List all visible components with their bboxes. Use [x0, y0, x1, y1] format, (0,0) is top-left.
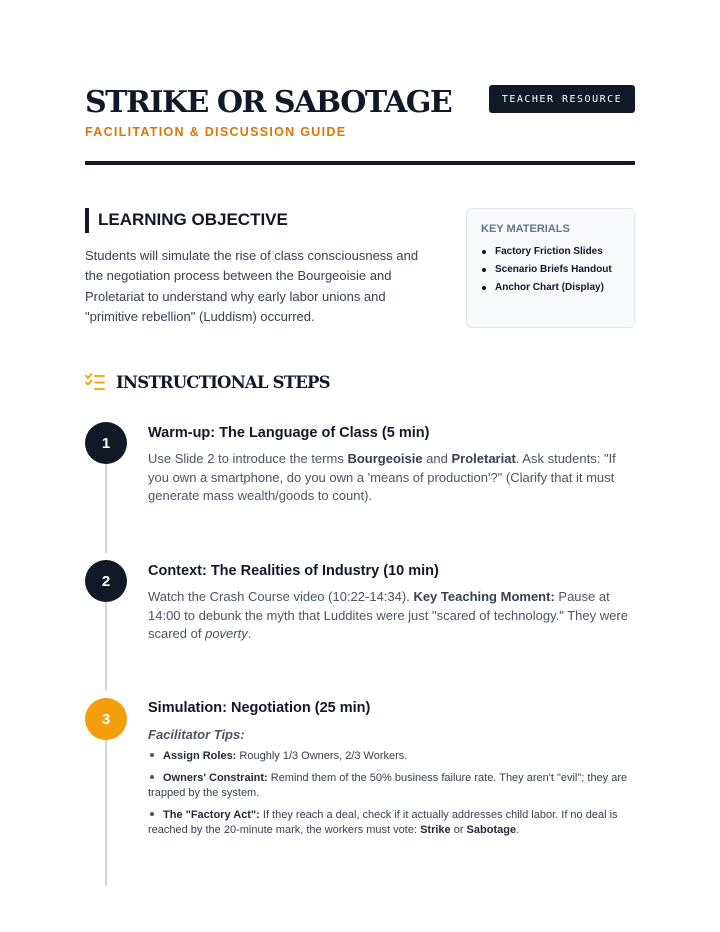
step-title: Warm-up: The Language of Class (5 min)	[148, 425, 430, 441]
materials-item: Scenario Briefs Handout	[481, 261, 620, 279]
teacher-resource-badge: TEACHER RESOURCE	[489, 85, 635, 113]
materials-list	[481, 243, 620, 297]
tip-item: The "Factory Act": If they reach a deal, check if it actually addresses child labor. If no deal is reached by the 20-minute mark, the workers must vote: Strike or Sabotage.	[148, 809, 618, 836]
materials-item: Anchor Chart (Display)	[481, 279, 620, 297]
tip-item: Owners' Constraint: Remind them of the 50% business failure rate. They aren't "evil"; they are trapped by the system.	[148, 772, 628, 799]
objective-text: Students will simulate the rise of class consciousness and the negotiation process between the Bourgeoisie and Proletariat to understand why early labor unions and "primitive rebellion" (Luddism) occurred.	[85, 248, 419, 324]
materials-heading: KEY MATERIALS	[481, 223, 570, 235]
objective-heading: LEARNING OBJECTIVE	[98, 210, 288, 229]
materials-item: Factory Friction Slides	[481, 243, 620, 261]
facilitator-tips-list	[148, 749, 635, 845]
tip-item: Assign Roles: Roughly 1/3 Owners, 2/3 Workers.	[148, 749, 635, 764]
objective-accent-bar	[85, 208, 89, 233]
step-title: Simulation: Negotiation (25 min)	[148, 700, 371, 716]
facilitator-tips-label: Facilitator Tips:	[148, 727, 245, 742]
step-description: Use Slide 2 to introduce the terms Bourgeoisie and Proletariat. Ask students: "If you own a smartphone, do you own a 'means of production'?" (Clarify that it must generate mass wealth/goods to count).	[148, 451, 616, 503]
step-title: Context: The Realities of Industry (10 min)	[148, 563, 439, 579]
step-number-badge: 1	[85, 422, 127, 464]
key-materials-box	[466, 208, 635, 328]
page-subtitle: FACILITATION & DISCUSSION GUIDE	[85, 125, 347, 139]
timeline-connector	[105, 718, 107, 886]
checklist-icon	[85, 373, 105, 391]
page-title: STRIKE OR SABOTAGE	[85, 85, 452, 120]
step-description: Watch the Crash Course video (10:22-14:34). Key Teaching Moment: Pause at 14:00 to debunk the myth that Luddites were just "scared of technology." They were scared of poverty.	[148, 589, 628, 641]
step-number-badge: 3	[85, 698, 127, 740]
guide-page	[85, 0, 635, 932]
header-divider	[85, 161, 635, 165]
step-number-badge: 2	[85, 560, 127, 602]
steps-heading: INSTRUCTIONAL STEPS	[116, 373, 330, 392]
